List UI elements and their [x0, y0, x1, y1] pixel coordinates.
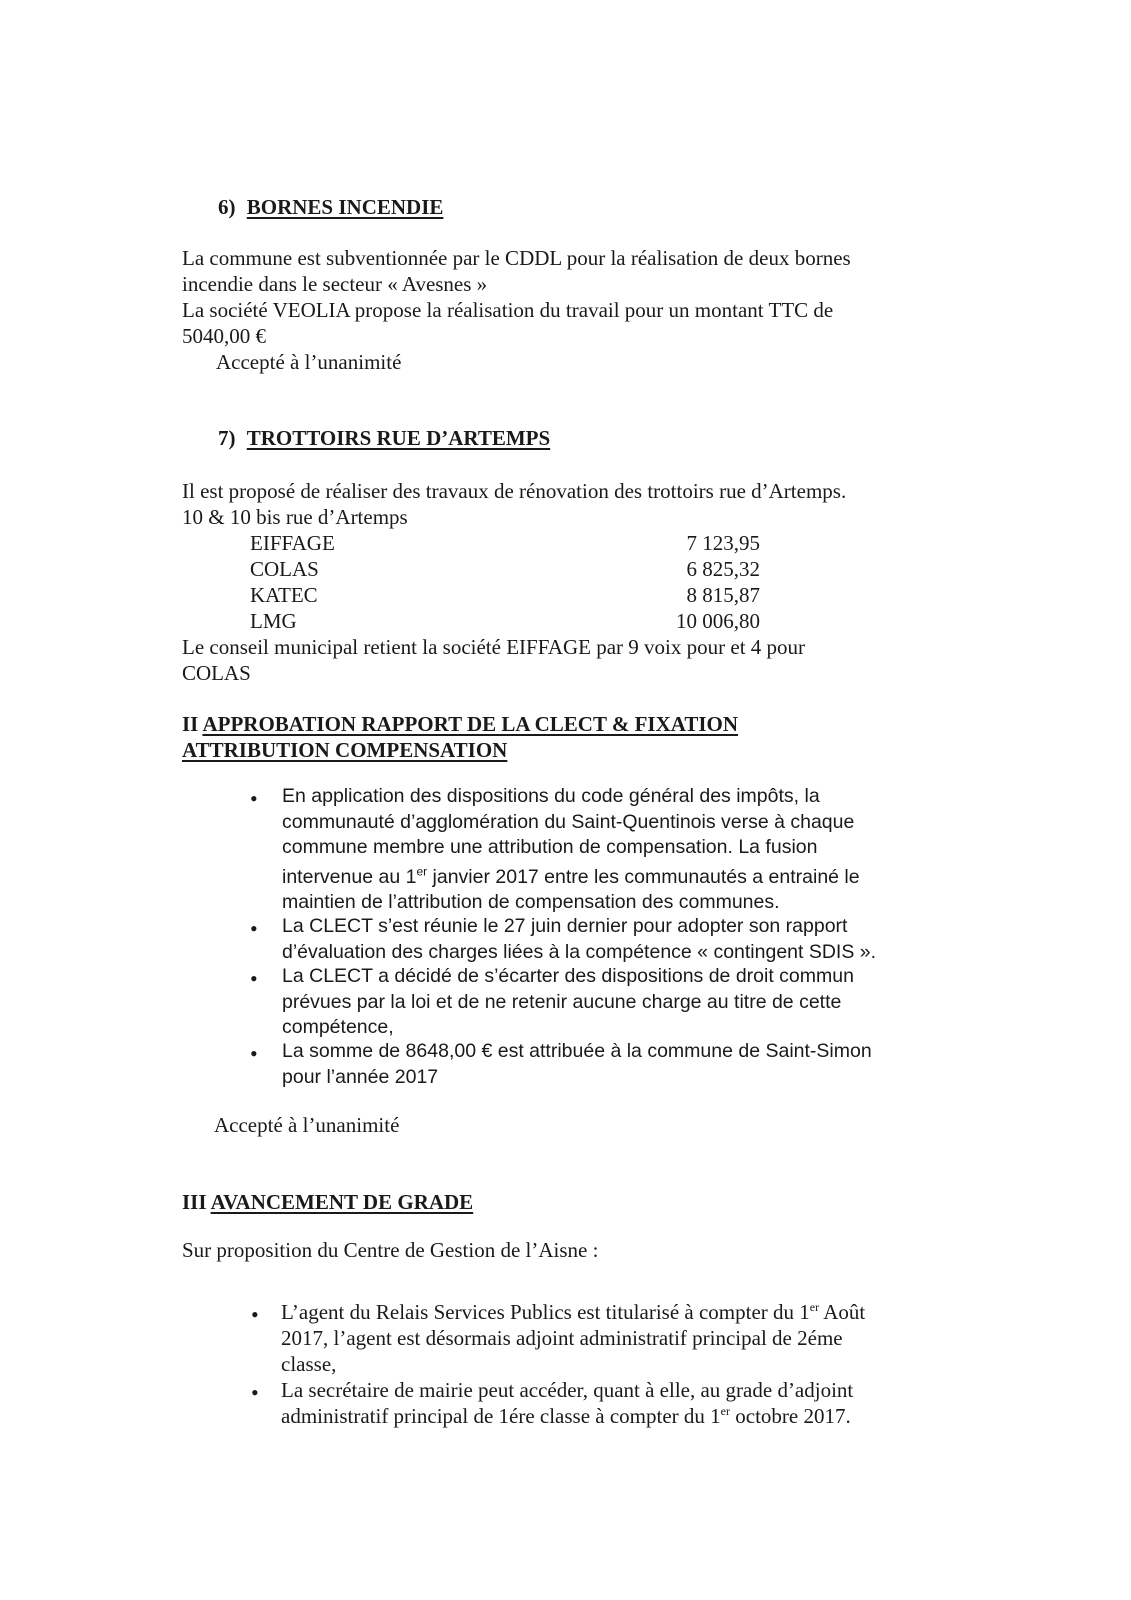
section-6-heading [218, 194, 443, 220]
section-7-heading [218, 425, 550, 451]
section-II-result: Accepté à l’unanimité [214, 1113, 400, 1137]
section-II-bullet-2 [282, 914, 876, 965]
text-part: intervenue au 1 [282, 865, 417, 888]
text-line: Le conseil municipal retient la société EIFFAGE par 9 voix pour et 4 pour [182, 635, 806, 659]
text-line: En application des dispositions du code général des impôts, la [282, 785, 820, 807]
section-III-intro: Sur proposition du Centre de Gestion de l’Aisne : [182, 1238, 599, 1262]
text-line [281, 1299, 865, 1325]
section-6-paragraph-1 [182, 245, 851, 297]
bullet-icon: • [251, 1380, 259, 1405]
section-III-bullet-2 [281, 1377, 853, 1429]
section-7-decision [182, 634, 805, 686]
text-line: d’évaluation des charges liées à la compétence « contingent SDIS ». [282, 940, 877, 963]
bid-company: EIFFAGE [250, 531, 335, 555]
bid-amount: 6 825,32 [686, 557, 760, 581]
bullet-icon: • [250, 1041, 258, 1066]
text-line: incendie dans le secteur « Avesnes » [182, 272, 488, 296]
section-II-bullet-1 [282, 784, 860, 916]
bid-row [250, 608, 760, 634]
text-line: commune membre une attribution de compensation. La fusion [282, 836, 818, 858]
bullet-icon: • [251, 1302, 259, 1327]
bid-company: COLAS [250, 557, 319, 581]
text-part: janvier 2017 entre les communautés a entrainé le [427, 865, 860, 888]
section-6-paragraph-2 [182, 297, 833, 349]
text-line: La somme de 8648,00 € est attribuée à la commune de Saint-Simon [282, 1040, 872, 1062]
bid-amount: 10 006,80 [676, 609, 760, 633]
bid-company: LMG [250, 609, 297, 633]
section-6-title: BORNES INCENDIE [246, 195, 444, 219]
text-line: COLAS [182, 661, 251, 685]
section-II-title-line-2: ATTRIBUTION COMPENSATION [182, 738, 508, 762]
text-part: octobre 2017. [730, 1404, 851, 1428]
text-line: compétence, [282, 1016, 394, 1038]
bid-row [250, 582, 760, 608]
bid-row [250, 556, 760, 582]
section-II-bullet-3 [282, 964, 854, 1041]
bullet-icon: • [250, 916, 258, 941]
text-line: 2017, l’agent est désormais adjoint administratif principal de 2éme [281, 1326, 843, 1350]
bid-amount: 8 815,87 [686, 583, 760, 607]
superscript: er [416, 864, 428, 878]
section-6-number: 6) [218, 195, 236, 219]
section-6-result: Accepté à l’unanimité [216, 350, 402, 374]
section-II-number: II [182, 712, 199, 736]
section-II-title: APPROBATION RAPPORT DE LA CLECT & FIXATION [202, 712, 739, 736]
text-part: L’agent du Relais Services Publics est titularisé à compter du 1 [281, 1300, 810, 1324]
section-7-number: 7) [218, 426, 236, 450]
text-line: pour l’année 2017 [282, 1065, 439, 1088]
bid-company: KATEC [250, 583, 318, 607]
bullet-icon: • [250, 966, 258, 991]
section-III-title: AVANCEMENT DE GRADE [210, 1190, 474, 1214]
bullet-icon: • [250, 786, 258, 811]
text-line: La CLECT s’est réunie le 27 juin dernier pour adopter son rapport [282, 915, 848, 937]
bid-row [250, 530, 760, 556]
text-line [281, 1403, 853, 1429]
text-line: communauté d’agglomération du Saint-Quentinois verse à chaque [282, 810, 855, 833]
text-part: Août [819, 1300, 866, 1324]
text-line: La commune est subventionnée par le CDDL pour la réalisation de deux bornes [182, 246, 851, 270]
section-III-heading [182, 1189, 473, 1215]
text-line: maintien de l’attribution de compensation des communes. [282, 891, 780, 913]
superscript: er [720, 1404, 730, 1418]
text-line: prévues par la loi et de ne retenir aucune charge au titre de cette [282, 990, 842, 1013]
text-line: 5040,00 € [182, 324, 266, 348]
text-line: La CLECT a décidé de s’écarter des dispositions de droit commun [282, 965, 854, 987]
text-line: La société VEOLIA propose la réalisation du travail pour un montant TTC de [182, 298, 834, 322]
text-line: La secrétaire de mairie peut accéder, quant à elle, au grade d’adjoint [281, 1378, 854, 1402]
text-part: administratif principal de 1ére classe à compter du 1 [281, 1404, 721, 1428]
section-7-title: TROTTOIRS RUE D’ARTEMPS [246, 426, 551, 450]
section-III-bullet-1 [281, 1299, 865, 1377]
section-7-address: 10 & 10 bis rue d’Artemps [182, 505, 408, 529]
section-II-heading [182, 711, 738, 763]
section-7-intro: Il est proposé de réaliser des travaux de rénovation des trottoirs rue d’Artemps. [182, 479, 847, 503]
bid-amount: 7 123,95 [686, 531, 760, 555]
text-line: classe, [281, 1352, 337, 1376]
superscript: er [809, 1300, 820, 1314]
section-II-bullet-4 [282, 1039, 872, 1090]
section-II-title-line-1 [182, 711, 738, 737]
section-III-number: III [182, 1190, 207, 1214]
text-line [282, 865, 860, 891]
